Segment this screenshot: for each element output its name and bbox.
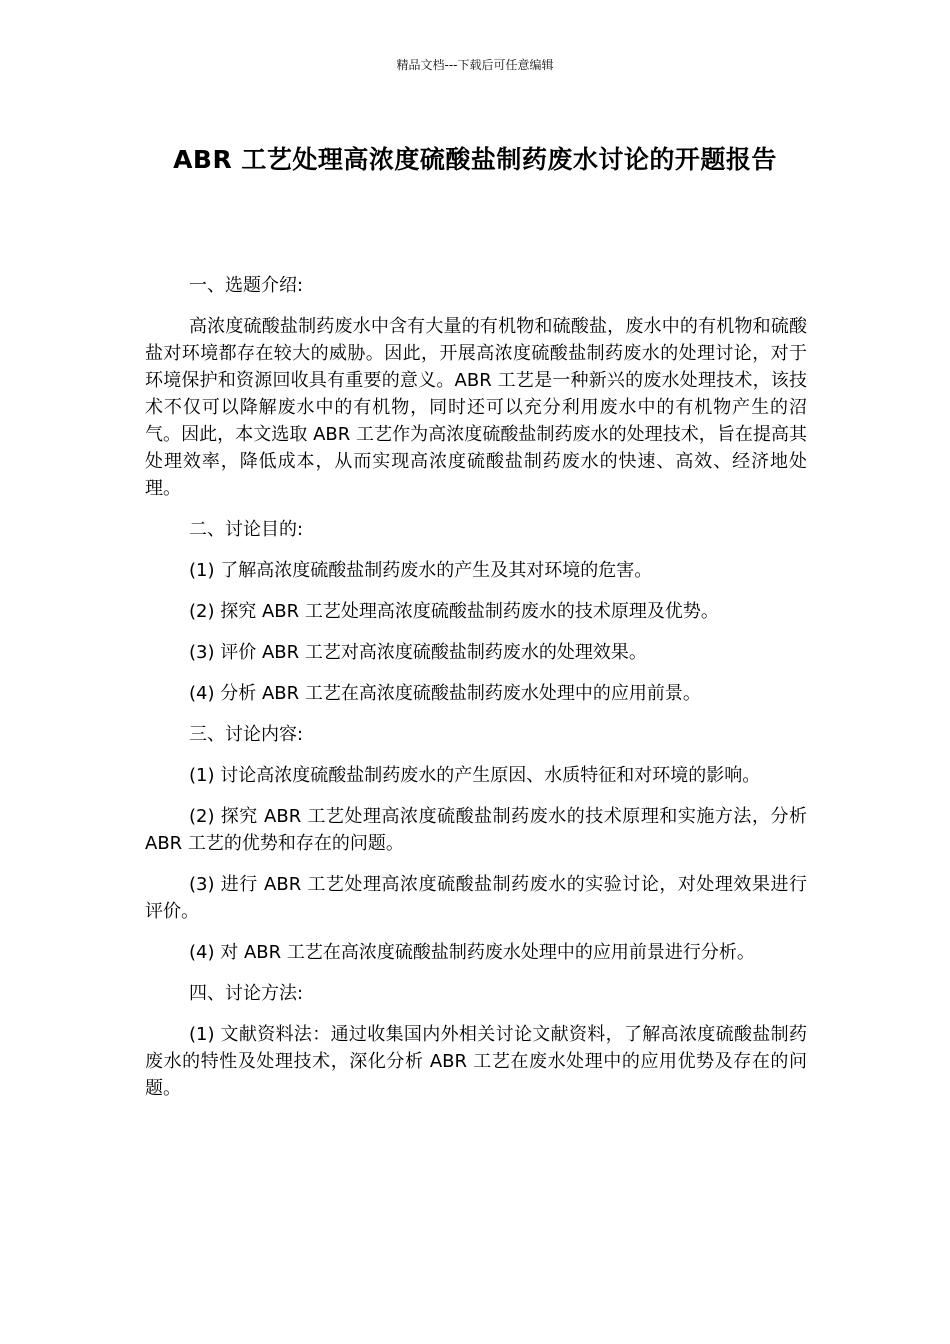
method-item-1: (1) 文献资料法：通过收集国内外相关讨论文献资料，了解高浓度硫酸盐制药废水的特性及处理技术，深化分析 ABR 工艺在废水处理中的应用优势及存在的问题。: [145, 1024, 807, 1099]
paragraph-intro: 高浓度硫酸盐制药废水中含有大量的有机物和硫酸盐，废水中的有机物和硫酸盐对环境都存在较大的威胁。因此，开展高浓度硫酸盐制药废水的处理讨论，对于环境保护和资源回收具有重要的意义。ABR 工艺是一种新兴的废水处理技术，该技术不仅可以降解废水中的有机物，同时还可以充分利用废水中的有机物产生的沼气。因此，本文选取 ABR 工艺作为高浓度硫酸盐制药废水的处理技术，旨在提高其处理效率，降低成本，从而实现高浓度硫酸盐制药废水的快速、高效、经济地处理。: [145, 316, 807, 499]
content-item-1: (1) 讨论高浓度硫酸盐制药废水的产生原因、水质特征和对环境的影响。: [189, 765, 761, 786]
document-title: ABR 工艺处理高浓度硫酸盐制药废水讨论的开题报告: [173, 145, 777, 174]
purpose-item-2: (2) 探究 ABR 工艺处理高浓度硫酸盐制药废水的技术原理及优势。: [189, 601, 719, 622]
section-heading-intro: 一、选题介绍:: [189, 275, 304, 296]
purpose-item-1: (1) 了解高浓度硫酸盐制药废水的产生及其对环境的危害。: [189, 560, 653, 581]
section-heading-method: 四、讨论方法:: [189, 983, 304, 1004]
section-heading-content: 三、讨论内容:: [189, 724, 304, 745]
page-header: 精品文档---下载后可任意编辑: [396, 58, 554, 72]
purpose-item-4: (4) 分析 ABR 工艺在高浓度硫酸盐制药废水处理中的应用前景。: [189, 683, 701, 704]
section-heading-purpose: 二、讨论目的:: [189, 519, 304, 540]
purpose-item-3: (3) 评价 ABR 工艺对高浓度硫酸盐制药废水的处理效果。: [189, 642, 647, 663]
document-body: [145, 272, 807, 1116]
content-item-3: (3) 进行 ABR 工艺处理高浓度硫酸盐制药废水的实验讨论，对处理效果进行评价。: [145, 874, 807, 922]
content-item-2: (2) 探究 ABR 工艺处理高浓度硫酸盐制药废水的技术原理和实施方法，分析 ABR 工艺的优势和存在的问题。: [145, 806, 807, 854]
content-item-4: (4) 对 ABR 工艺在高浓度硫酸盐制药废水处理中的应用前景进行分析。: [189, 942, 755, 963]
